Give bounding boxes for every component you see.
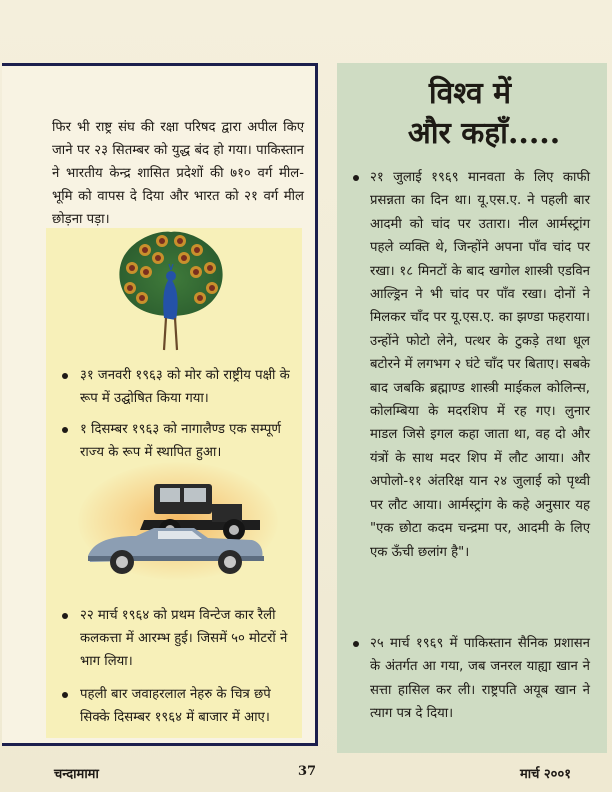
right-heading xyxy=(360,74,580,154)
heading-line-2: और कहाँ..... xyxy=(407,116,561,151)
left-bullet-2: १ दिसम्बर १९६३ को नागालैण्ड एक सम्पूर्ण राज्य के रूप में स्थापित हुआ। xyxy=(62,418,302,464)
peacock-illustration xyxy=(112,228,230,356)
left-bullet-4: पहली बार जवाहरलाल नेहरु के चित्र छपे सिक्के दिसम्बर १९६४ में बाजार में आए। xyxy=(62,683,302,729)
right-bullet-2: २५ मार्च १९६९ में पाकिस्तान सैनिक प्रशासन के अंतर्गत आ गया, जब जनरल याह्या खान ने सत्ता हासिल कर ली। राष्ट्रपति अयूब खान ने त्याग पत्र दे दिया। xyxy=(352,632,590,726)
left-bullet-3: २२ मार्च १९६४ को प्रथम विन्टेज कार रैली कलकत्ता में आरम्भ हुई। जिसमें ५० मोटरों ने भाग लिया। xyxy=(62,604,302,673)
left-intro-paragraph: फिर भी राष्ट्र संघ की रक्षा परिषद द्वारा अपील किए जाने पर २३ सितम्बर को युद्ध बंद हो गया। पाकिस्तान ने भारतीय केन्द्र शासित प्रदेशों की ७१० वर्ग मील-भूमि को वापस दे दिया और भारत को २१ वर्ग मील छोड़ना पड़ा। xyxy=(52,120,304,227)
heading-line-1: विश्व में xyxy=(428,76,512,111)
left-bullet-1: ३१ जनवरी १९६३ को मोर को राष्ट्रीय पक्षी के रूप में उद्घोषित किया गया। xyxy=(62,364,302,410)
footer-page-number: 37 xyxy=(298,764,317,779)
vintage-cars-illustration xyxy=(84,470,268,578)
footer-magazine-name: चन्दामामा xyxy=(54,767,99,782)
footer-issue-date: मार्च २००१ xyxy=(520,767,571,782)
right-bullet-1: २१ जुलाई १९६९ मानवता के लिए काफी प्रसन्नता का दिन था। यू.एस.ए. ने पहली बार आदमी को चांद पर उतारा। नील आर्मस्ट्रांग पहले व्यक्ति थे, जिन्होंने अपना पाँव चांद पर रखा। १८ मिनटों के बाद खगोल शास्त्री एडविन आल्ड्रिन ने भी चांद पर पाँव रखा। दोनों ने मिलकर चाँद पर यू.एस.ए. का झण्डा फहराया। उन्होंने फोटो लेने, पत्थर के टुकड़े तथा धूल बटोरने में लगभग २ घंटे चाँद पर बिताए। सबके बाद जबकि ब्रह्माण्ड शास्त्री माईकल कोलिन्स, कोलम्बिया के मदरशिप में रह गए। लुनार माडल जिसे इगल कहा जाता था, वह दो और यंत्रों के साथ मदर शिप में लौट आया। और अपोलो-११ अंतरिक्ष यान २४ जुलाई को पृथ्वी पर लौट आया। आर्मस्ट्रांग के कहे अनुसार यह "एक छोटा कदम चन्द्रमा पर, आदमी के लिए एक ऊँची छलांग है"। xyxy=(352,166,590,564)
